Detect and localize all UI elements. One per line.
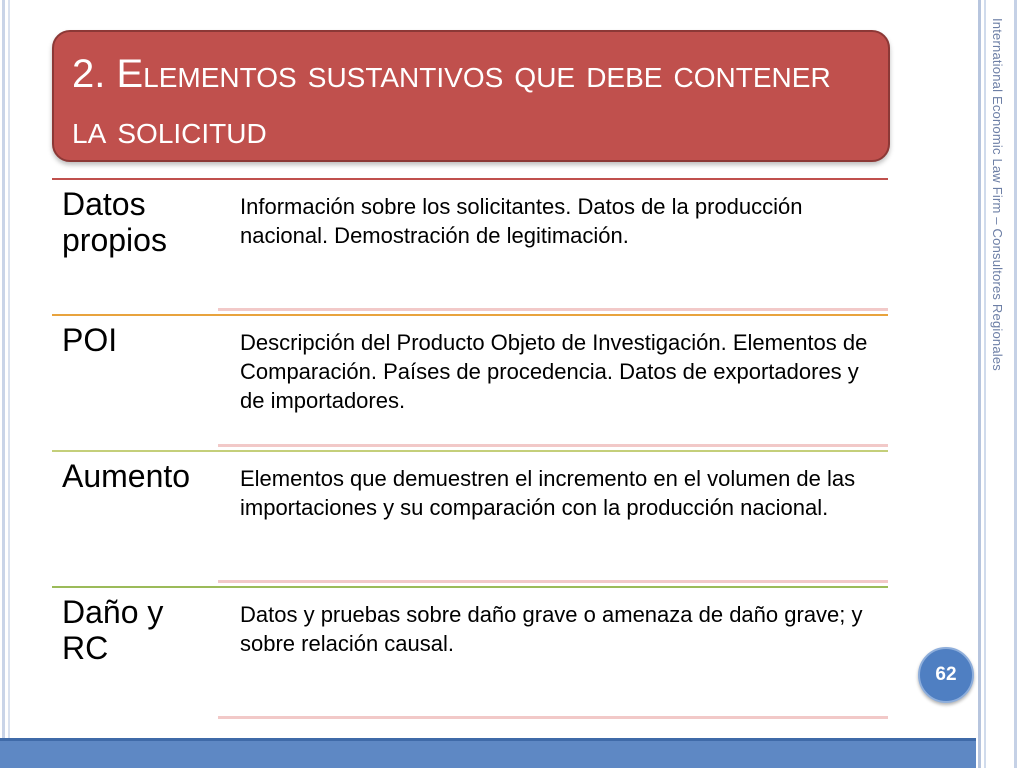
- table-row: [52, 314, 888, 450]
- row-term: Daño y RC: [62, 594, 164, 666]
- row-description: Datos y pruebas sobre daño grave o amenaza de daño grave; y sobre relación causal.: [240, 602, 863, 656]
- title-box: [52, 30, 890, 162]
- bottom-band: [0, 738, 976, 768]
- row-term: POI: [62, 322, 118, 358]
- row-description: Elementos que demuestren el incremento en el volumen de las importaciones y su comparación con la producción nacional.: [240, 466, 856, 520]
- row-term: Datos propios: [62, 186, 167, 258]
- table-row: [52, 178, 888, 314]
- side-caption: [990, 18, 1010, 468]
- right-border-stripe: [978, 0, 981, 768]
- row-description: Información sobre los solicitantes. Datos de la producción nacional. Demostración de legitimación.: [240, 194, 803, 248]
- row-separator: [218, 580, 888, 583]
- slide-title: 2. Elementos sustantivos que debe contener la solicitud: [72, 52, 831, 152]
- left-border-stripe: [8, 0, 10, 768]
- left-border-stripe: [2, 0, 5, 768]
- side-caption-text: International Economic Law Firm – Consultores Regionales: [990, 18, 1005, 371]
- right-border-stripe: [1014, 0, 1017, 768]
- row-term: Aumento: [62, 458, 191, 494]
- page-number-badge: 62: [918, 647, 974, 703]
- right-border-stripe: [984, 0, 986, 768]
- left-border: [0, 0, 14, 768]
- row-separator: [218, 716, 888, 719]
- row-top-line: [52, 450, 888, 452]
- table-row: [52, 586, 888, 722]
- row-separator: [218, 444, 888, 447]
- row-description: Descripción del Producto Objeto de Investigación. Elementos de Comparación. Países de procedencia. Datos de exportadores y de importadores.: [240, 330, 868, 413]
- bottom-band-line: [0, 738, 976, 741]
- table-row: [52, 450, 888, 586]
- row-top-line: [52, 314, 888, 316]
- row-separator: [218, 308, 888, 311]
- row-top-line: [52, 178, 888, 180]
- row-top-line: [52, 586, 888, 588]
